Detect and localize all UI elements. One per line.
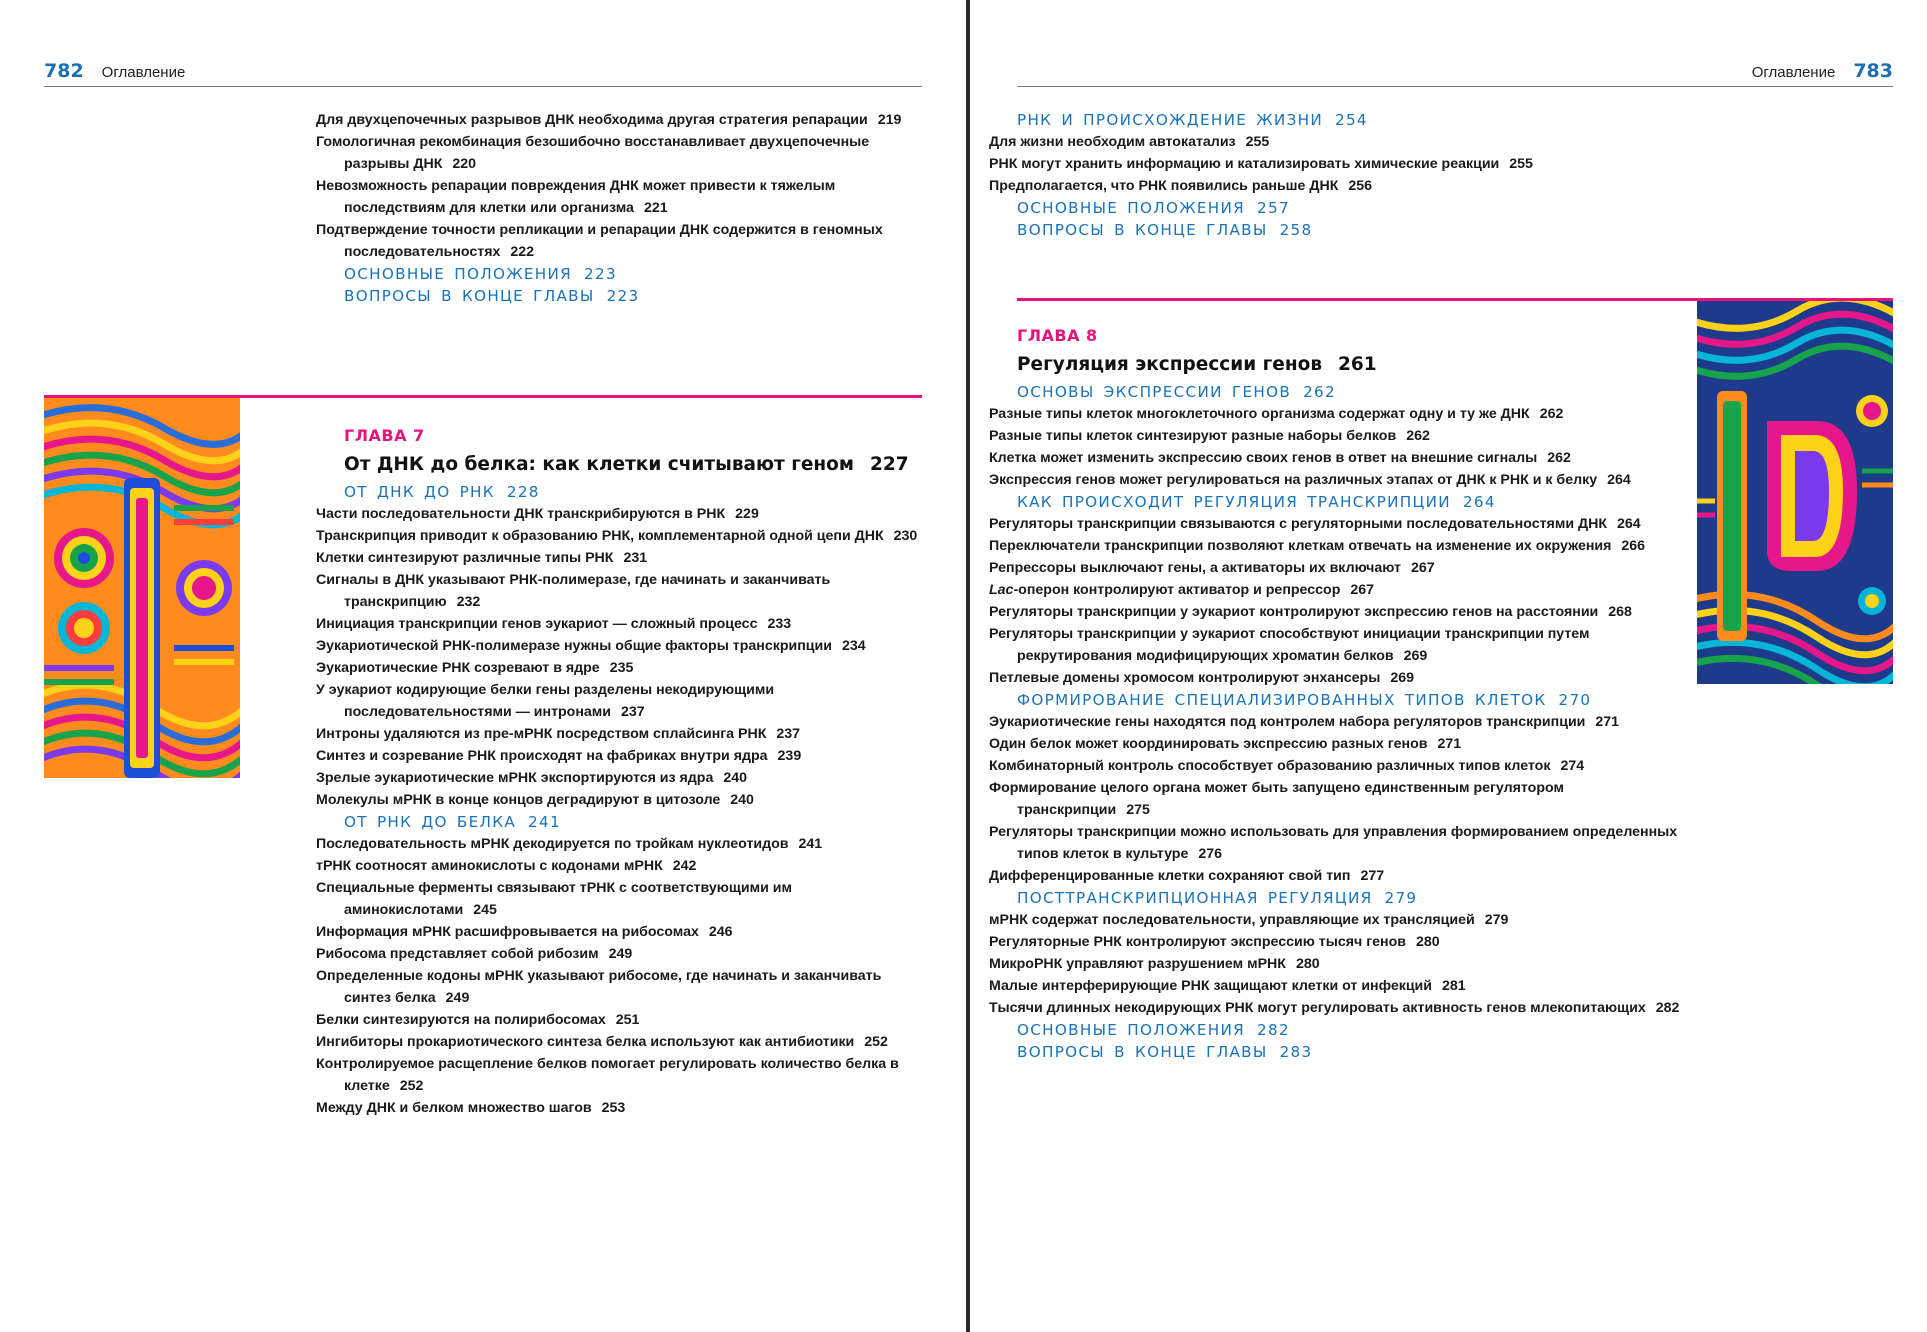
toc-entry-text: Молекулы мРНК в конце концов деградируют в цитозоле [316, 792, 721, 808]
toc-entry-text: Зрелые эукариотические мРНК экспортируются из ядра [316, 770, 714, 786]
toc-entry-text: Инициация транскрипции генов эукариот — сложный процесс [316, 616, 758, 632]
toc-page-number: 279 [1484, 912, 1509, 928]
toc-entry[interactable] [316, 965, 919, 1009]
toc-page-number: 262 [1406, 428, 1430, 444]
toc-entry[interactable] [316, 877, 919, 921]
toc-page-number: 280 [1295, 956, 1320, 972]
header-rule [44, 86, 922, 87]
toc-section-heading[interactable] [344, 285, 919, 307]
toc-page-number: 280 [1415, 934, 1440, 950]
toc-entry[interactable] [989, 865, 1687, 887]
toc-entry-text: Экспрессия генов может регулироваться на различных этапах от ДНК к РНК и к белку [989, 472, 1598, 488]
toc-page-number: 249 [445, 990, 470, 1006]
toc-entry[interactable] [989, 425, 1687, 447]
toc-entry-text: Регуляторы транскрипции у эукариот контролируют экспрессию генов на расстоянии [989, 604, 1599, 620]
toc-entry-text: Подтверждение точности репликации и репарации ДНК содержится в геномных последовательностях [316, 222, 883, 260]
toc-entry-text: Определенные кодоны мРНК указывают рибосоме, где начинать и заканчивать синтез белка [316, 968, 882, 1006]
toc-entry-text: Малые интерферирующие РНК защищают клетки от инфекций [989, 978, 1432, 994]
chapter-title[interactable] [1017, 352, 1687, 378]
toc-entry[interactable] [316, 767, 919, 789]
running-head [1752, 60, 1893, 84]
toc-page-number: 234 [841, 638, 866, 654]
toc-page-number: 246 [708, 924, 733, 940]
toc-entry[interactable] [316, 1031, 919, 1053]
running-head [44, 60, 185, 84]
toc-page-number: 266 [1621, 538, 1646, 554]
toc-page-number: 222 [510, 244, 535, 260]
toc-entry-text: Разные типы клеток многоклеточного организма содержат одну и ту же ДНК [989, 406, 1530, 422]
toc-entry[interactable] [989, 997, 1687, 1019]
toc-page-number: 258 [1279, 221, 1313, 239]
toc-page-number: 282 [1257, 1021, 1290, 1039]
toc-entry-text: ОСНОВНЫЕ ПОЛОЖЕНИЯ [1017, 1021, 1246, 1039]
toc-page-number: 237 [621, 704, 645, 720]
toc-entry-text: ВОПРОСЫ В КОНЦЕ ГЛАВЫ [344, 287, 595, 305]
toc-page-number: 267 [1411, 560, 1435, 576]
toc-list [989, 381, 1687, 1063]
toc-entry-text: ФОРМИРОВАНИЕ СПЕЦИАЛИЗИРОВАННЫХ ТИПОВ КЛЕТОК [1017, 691, 1547, 709]
toc-entry-text: Синтез и созревание РНК происходят на фабриках внутри ядра [316, 748, 768, 764]
toc-page-number: 223 [606, 287, 640, 305]
toc-entry-text: Белки синтезируются на полирибосомах [316, 1012, 606, 1028]
toc-list [989, 109, 1717, 241]
toc-entry-text: ОСНОВЫ ЭКСПРЕССИИ ГЕНОВ [1017, 383, 1292, 401]
chapter-8-artwork [1697, 301, 1893, 684]
toc-page-number: 255 [1245, 134, 1270, 150]
toc-entry[interactable] [989, 931, 1687, 953]
toc-page-number: 221 [643, 200, 668, 216]
toc-entry-text: ВОПРОСЫ В КОНЦЕ ГЛАВЫ [1017, 221, 1268, 239]
toc-entry-text: Последовательность мРНК декодируется по тройкам нуклеотидов [316, 836, 789, 852]
toc-entry-text: Между ДНК и белком множество шагов [316, 1100, 592, 1116]
toc-page-number: 269 [1390, 670, 1414, 686]
toc-page-number: 257 [1257, 199, 1290, 217]
toc-entry-text: Эукариотической РНК-полимеразе нужны общие факторы транскрипции [316, 638, 832, 654]
toc-entry-text: ОТ ДНК ДО РНК [344, 483, 495, 501]
toc-page-number: 262 [1547, 450, 1571, 466]
chapter-7-artwork [44, 398, 240, 778]
toc-entry-text: мРНК содержат последовательности, управляющие их трансляцией [989, 912, 1475, 928]
toc-entry-text: Невозможность репарации повреждения ДНК может привести к тяжелым последствиям для клетки или организма [316, 178, 836, 216]
toc-entry[interactable] [989, 557, 1687, 579]
toc-section-heading[interactable] [1017, 109, 1717, 131]
toc-page-number: 241 [528, 813, 561, 831]
toc-entry-text: ОСНОВНЫЕ ПОЛОЖЕНИЯ [344, 265, 573, 283]
toc-entry[interactable] [316, 679, 919, 723]
page-number: 783 [1853, 60, 1893, 82]
toc-entry-text: Транскрипция приводит к образованию РНК, комплементарной одной цепи ДНК [316, 528, 884, 544]
toc-entry[interactable] [316, 745, 919, 767]
toc-section-heading[interactable] [1017, 491, 1687, 513]
toc-entry-text: РНК И ПРОИСХОЖДЕНИЕ ЖИЗНИ [1017, 111, 1323, 129]
toc-entry-text: -оперон контролируют активатор и репрессор [1013, 582, 1341, 598]
toc-page-number: 275 [1126, 802, 1150, 818]
toc-entry-text: Регуляторы транскрипции можно использовать для управления формированием определенных типов клеток в культуре [989, 824, 1678, 862]
toc-entry-text: РНК могут хранить информацию и катализировать химические реакции [989, 156, 1500, 172]
toc-section-heading[interactable] [1017, 219, 1717, 241]
toc-page-number: 251 [615, 1012, 640, 1028]
chapter-8-block [989, 324, 1687, 1063]
toc-page-number: 276 [1198, 846, 1223, 862]
toc-page-number: 262 [1303, 383, 1336, 401]
toc-list [316, 481, 919, 1119]
toc-entry-text: Ингибиторы прокариотического синтеза белка используют как антибиотики [316, 1034, 855, 1050]
toc-page-number: 235 [609, 660, 634, 676]
toc-page-number: 269 [1403, 648, 1428, 664]
toc-entry[interactable] [989, 175, 1717, 197]
toc-entry[interactable] [316, 547, 919, 569]
toc-page-number: 253 [601, 1100, 626, 1116]
toc-entry-text: Для жизни необходим автокатализ [989, 134, 1236, 150]
toc-entry-text: Формирование целого органа может быть запущено единственным регулятором транскрипции [989, 780, 1564, 818]
toc-page-number: 281 [1442, 978, 1466, 994]
toc-page-number: 264 [1617, 516, 1641, 532]
toc-entry[interactable] [989, 601, 1687, 623]
toc-entry-text: Сигналы в ДНК указывают РНК-полимеразе, где начинать и заканчивать транскрипцию [316, 572, 831, 610]
toc-entry-text: Один белок может координировать экспрессию разных генов [989, 736, 1428, 752]
toc-entry[interactable] [316, 525, 919, 547]
toc-page-number: 240 [730, 792, 754, 808]
toc-page-number: 239 [777, 748, 802, 764]
toc-page-number: 232 [456, 594, 481, 610]
toc-entry-text: Интроны удаляются из пре-мРНК посредством сплайсинга РНК [316, 726, 767, 742]
toc-page-number: 283 [1279, 1043, 1313, 1061]
toc-page-number: 271 [1437, 736, 1462, 752]
toc-entry[interactable] [989, 513, 1687, 535]
toc-entry[interactable] [316, 569, 919, 613]
toc-section-heading[interactable] [344, 811, 919, 833]
toc-entry-text: ВОПРОСЫ В КОНЦЕ ГЛАВЫ [1017, 1043, 1268, 1061]
header-rule [1017, 86, 1893, 87]
toc-entry[interactable] [316, 1009, 919, 1031]
toc-page-number: 241 [798, 836, 823, 852]
toc-entry-text: Части последовательности ДНК транскрибируются в РНК [316, 506, 726, 522]
toc-entry-text: Клетки синтезируют различные типы РНК [316, 550, 614, 566]
toc-entry[interactable] [989, 623, 1687, 667]
chapter-title-text: Регуляция экспрессии генов [1017, 354, 1323, 375]
toc-entry[interactable] [316, 219, 919, 263]
toc-page-number: 237 [776, 726, 801, 742]
toc-entry-text: Регуляторные РНК контролируют экспрессию тысяч генов [989, 934, 1406, 950]
toc-section-heading[interactable] [1017, 1041, 1687, 1063]
toc-entry[interactable] [316, 657, 919, 679]
toc-page-number: 233 [767, 616, 792, 632]
toc-section-heading[interactable] [1017, 1019, 1687, 1041]
toc-entry-text: Разные типы клеток синтезируют разные наборы белков [989, 428, 1397, 444]
toc-page-number: 267 [1350, 582, 1375, 598]
toc-page-number: 270 [1558, 691, 1592, 709]
toc-entry-text: Комбинаторный контроль способствует образованию различных типов клеток [989, 758, 1551, 774]
toc-entry-italic-prefix: Lac [989, 582, 1014, 598]
page-number: 782 [44, 60, 84, 82]
toc-entry[interactable] [989, 909, 1687, 931]
chapter-label: ГЛАВА 7 [344, 426, 425, 445]
toc-entry-text: Для двухцепочечных разрывов ДНК необходима другая стратегия репарации [316, 112, 868, 128]
toc-entry-text: У эукариот кодирующие белки гены разделены некодирующими последовательностями — интронами [316, 682, 775, 720]
toc-entry-text: тРНК соотносят аминокислоты с кодонами мРНК [316, 858, 663, 874]
toc-entry[interactable] [989, 755, 1687, 777]
toc-page-number: 271 [1595, 714, 1620, 730]
toc-page-number: 245 [473, 902, 497, 918]
toc-entry-text: КАК ПРОИСХОДИТ РЕГУЛЯЦИЯ ТРАНСКРИПЦИИ [1017, 493, 1451, 511]
toc-entry-text: МикроРНК управляют разрушением мРНК [989, 956, 1286, 972]
toc-entry-text: ОТ РНК ДО БЕЛКА [344, 813, 517, 831]
toc-entry-text: Предполагается, что РНК появились раньше ДНК [989, 178, 1339, 194]
toc-page-number: 277 [1360, 868, 1385, 884]
toc-page-number: 254 [1335, 111, 1368, 129]
toc-page-number: 252 [864, 1034, 888, 1050]
toc-entry-text: Клетка может изменить экспрессию своих генов в ответ на внешние сигналы [989, 450, 1538, 466]
toc-page-number: 249 [608, 946, 633, 962]
toc-entry-text: Эукариотические гены находятся под контролем набора регуляторов транскрипции [989, 714, 1586, 730]
toc-entry-text: Контролируемое расщепление белков помогает регулировать количество белка в клетке [316, 1056, 899, 1094]
toc-entry-text: Дифференцированные клетки сохраняют свой тип [989, 868, 1351, 884]
toc-entry[interactable] [989, 131, 1717, 153]
toc-entry[interactable] [316, 789, 919, 811]
toc-entry[interactable] [989, 953, 1687, 975]
toc-page-number: 262 [1539, 406, 1564, 422]
toc-section-heading[interactable] [1017, 197, 1717, 219]
toc-page-number: 240 [723, 770, 748, 786]
toc-entry[interactable] [989, 975, 1687, 997]
chapter-label: ГЛАВА 8 [1017, 326, 1098, 345]
chapter-page-number: 227 [870, 454, 909, 475]
toc-entry[interactable] [989, 821, 1687, 865]
toc-entry-text: Рибосома представляет собой рибозим [316, 946, 599, 962]
toc-page-number: 274 [1560, 758, 1585, 774]
toc-entry[interactable] [989, 403, 1687, 425]
toc-section-heading[interactable] [344, 481, 919, 503]
chapter-title[interactable] [344, 452, 919, 478]
toc-entry[interactable] [316, 855, 919, 877]
toc-entry[interactable] [316, 503, 919, 525]
toc-page-number: 242 [672, 858, 697, 874]
chapter-title-text: От ДНК до белка: как клетки считывают геном [344, 454, 855, 475]
toc-page-number: 264 [1607, 472, 1631, 488]
toc-entry[interactable] [316, 1053, 919, 1097]
toc-page-number: 256 [1348, 178, 1373, 194]
toc-page-number: 252 [399, 1078, 424, 1094]
toc-entry[interactable] [316, 109, 919, 131]
toc-page-number: 279 [1384, 889, 1418, 907]
toc-entry-text: Регуляторы транскрипции у эукариот способствуют инициации транскрипции путем рекрутирования модифицирующих хроматин белков [989, 626, 1590, 664]
running-head-title: Оглавление [1751, 64, 1836, 81]
toc-section-heading[interactable] [1017, 689, 1687, 711]
toc-entry[interactable] [316, 131, 919, 175]
toc-entry-text: Информация мРНК расшифровывается на рибосомах [316, 924, 699, 940]
toc-entry[interactable] [316, 635, 919, 657]
toc-page-number: 230 [893, 528, 918, 544]
chapter-7-block [316, 424, 919, 1119]
toc-entry-text: Специальные ферменты связывают тРНК с соответствующими им аминокислотами [316, 880, 792, 918]
toc-entry[interactable] [316, 1097, 919, 1119]
toc-entry[interactable] [989, 153, 1717, 175]
toc-entry-text: Переключатели транскрипции позволяют клеткам отвечать на изменение их окружения [989, 538, 1612, 554]
toc-page-number: 264 [1462, 493, 1496, 511]
toc-entry[interactable] [316, 613, 919, 635]
toc-page-number: 219 [877, 112, 902, 128]
toc-page-number: 229 [735, 506, 759, 522]
toc-entry[interactable] [316, 723, 919, 745]
toc-entry[interactable] [316, 921, 919, 943]
toc-entry-text: Гомологичная рекомбинация безошибочно восстанавливает двухцепочечные разрывы ДНК [316, 134, 870, 172]
toc-entry-text: Петлевые домены хромосом контролируют энхансеры [989, 670, 1381, 686]
toc-list [316, 109, 919, 307]
toc-section-heading[interactable] [344, 263, 919, 285]
toc-entry[interactable] [316, 943, 919, 965]
toc-entry[interactable] [989, 733, 1687, 755]
toc-section-heading[interactable] [1017, 887, 1687, 909]
toc-entry[interactable] [989, 579, 1687, 601]
toc-page-number: 255 [1509, 156, 1533, 172]
toc-entry[interactable] [989, 777, 1687, 821]
toc-section-heading[interactable] [1017, 381, 1687, 403]
toc-entry[interactable] [989, 447, 1687, 469]
toc-entry[interactable] [316, 175, 919, 219]
toc-entry-text: Тысячи длинных некодирующих РНК могут регулировать активность генов млекопитающих [989, 1000, 1646, 1016]
toc-page-number: 223 [584, 265, 617, 283]
running-head-title: Оглавление [101, 64, 186, 81]
toc-entry-text: Эукариотические РНК созревают в ядре [316, 660, 600, 676]
toc-page-number: 268 [1608, 604, 1632, 620]
toc-entry[interactable] [989, 667, 1687, 689]
chapter-page-number: 261 [1338, 354, 1377, 375]
toc-entry[interactable] [989, 535, 1687, 557]
right-page [970, 0, 1927, 1332]
toc-entry[interactable] [316, 833, 919, 855]
toc-page-number: 231 [623, 550, 648, 566]
toc-entry-text: Репрессоры выключают гены, а активаторы их включают [989, 560, 1402, 576]
toc-entry-text: ПОСТТРАНСКРИПЦИОННАЯ РЕГУЛЯЦИЯ [1017, 889, 1373, 907]
toc-entry[interactable] [989, 711, 1687, 733]
toc-entry[interactable] [989, 469, 1687, 491]
toc-page-number: 228 [506, 483, 540, 501]
toc-entry-text: ОСНОВНЫЕ ПОЛОЖЕНИЯ [1017, 199, 1246, 217]
toc-page-number: 282 [1655, 1000, 1680, 1016]
toc-entry-text: Регуляторы транскрипции связываются с регуляторными последовательностями ДНК [989, 516, 1608, 532]
toc-page-number: 220 [452, 156, 477, 172]
